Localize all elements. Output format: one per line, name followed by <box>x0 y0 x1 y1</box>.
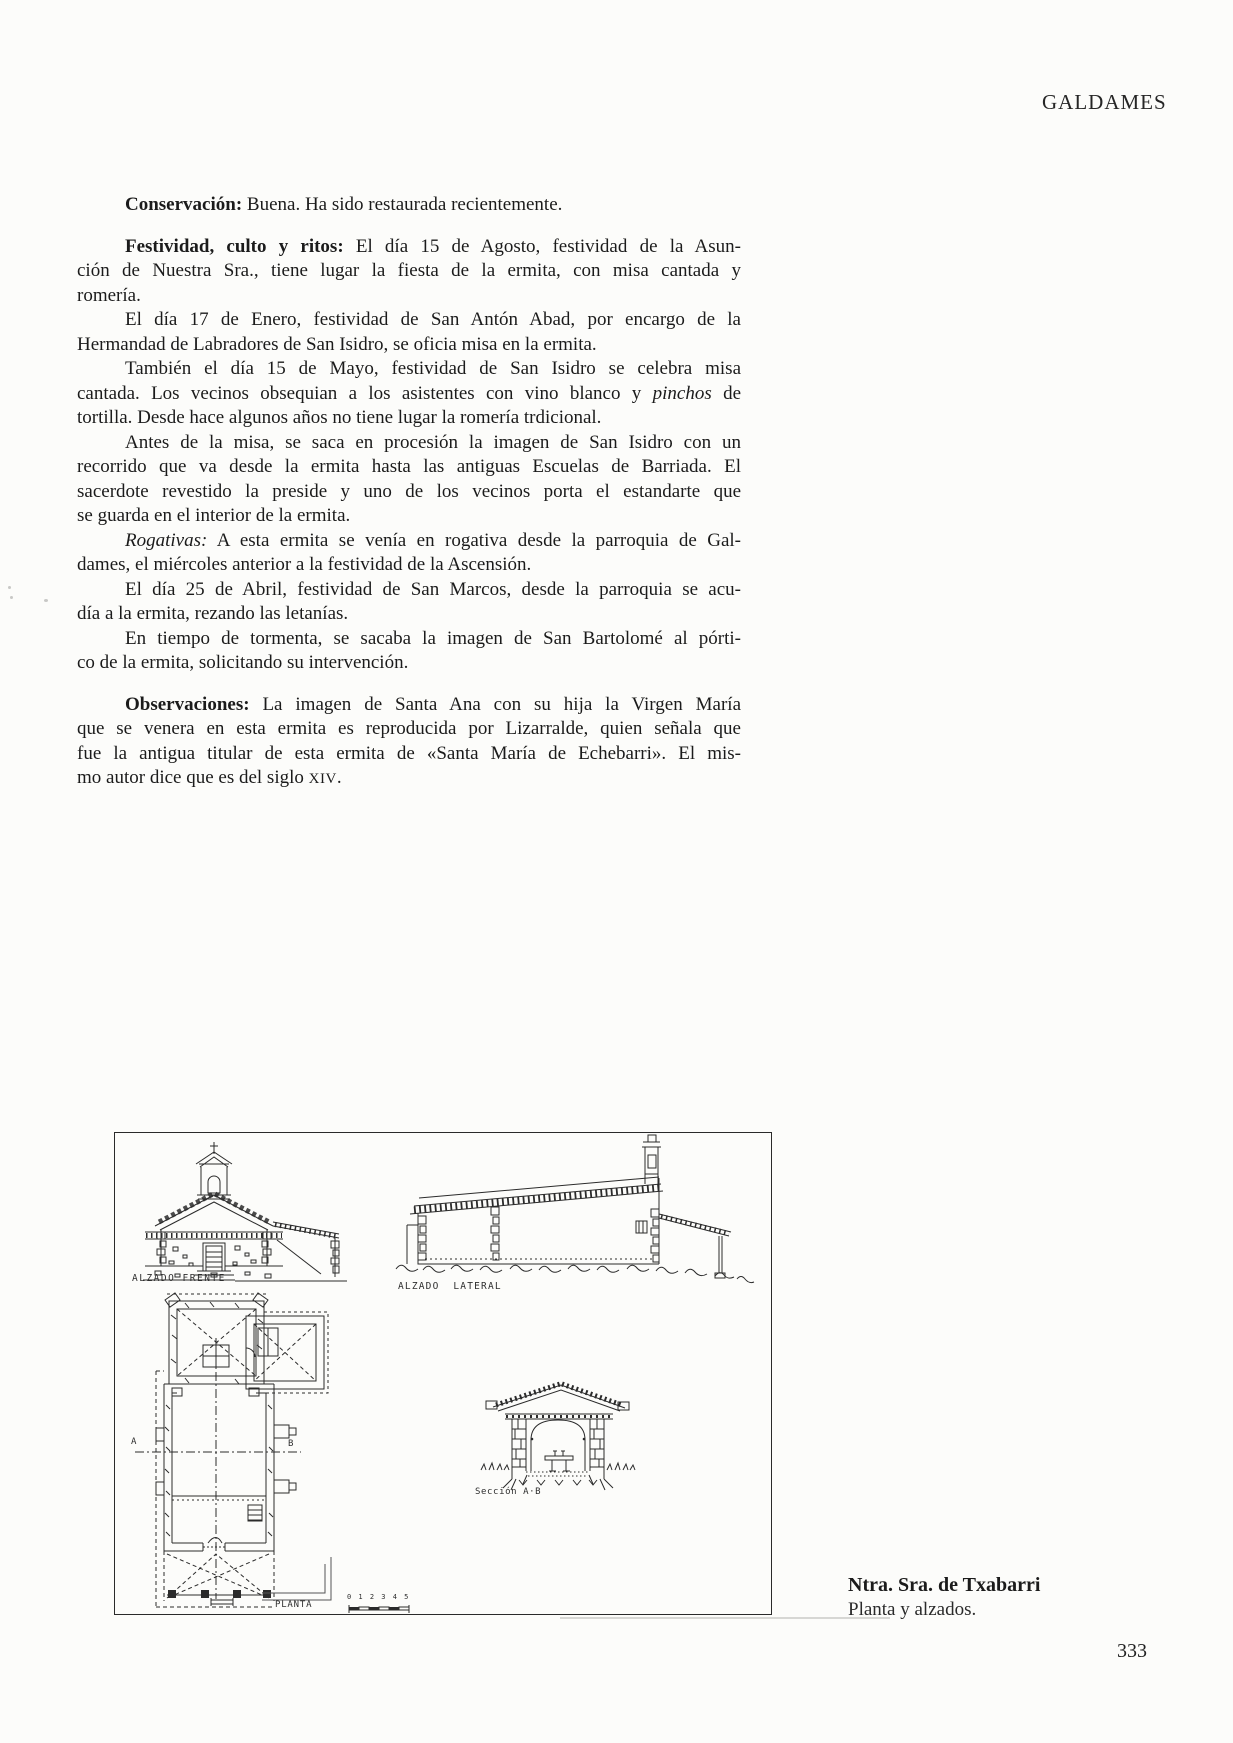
ermita-line-drawing <box>115 1133 770 1613</box>
label-scale-bar: 0 1 2 3 4 5 <box>347 1593 410 1601</box>
text-segment: El día 25 de Abril, festividad de San Marcos, desde la parroquia se acu- <box>125 578 741 600</box>
text-segment: recorrido que va desde la ermita hasta las antiguas Escuelas de Barriada. El <box>77 456 741 477</box>
paragraph <box>77 357 741 431</box>
body-text-block <box>77 193 741 792</box>
text-segment: se guarda en el interior de la ermita. <box>77 505 351 526</box>
text-segment: Observaciones: <box>125 693 250 715</box>
paragraph <box>77 308 741 357</box>
text-segment: que se venera en esta ermita es reproducida por Lizarralde, quien señala que <box>77 718 741 739</box>
text-line <box>77 602 741 627</box>
text-segment: ción de Nuestra Sra., tiene lugar la fiesta de la ermita, con misa cantada y <box>77 260 741 281</box>
text-segment: cantada. Los vecinos obsequian a los asistentes con vino blanco y <box>77 382 653 404</box>
figure-caption <box>848 1574 1040 1621</box>
text-line <box>77 308 741 333</box>
text-segment: También el día 15 de Mayo, festividad de San Isidro se celebra misa <box>125 358 741 379</box>
text-line <box>77 693 741 718</box>
caption-subtitle: Planta y alzados. <box>848 1599 977 1620</box>
label-section-marker-b: B <box>288 1439 294 1449</box>
text-segment: pinchos <box>652 382 712 404</box>
text-segment: Rogativas: <box>125 529 208 551</box>
text-line <box>77 284 741 309</box>
text-line <box>77 382 741 407</box>
text-line <box>77 259 741 284</box>
paragraph <box>77 431 741 529</box>
text-line <box>77 627 741 652</box>
text-segment: XIV <box>308 771 337 787</box>
text-line <box>77 235 741 260</box>
label-alzado-lateral: ALZADO LATERAL <box>398 1281 502 1292</box>
paragraph <box>77 193 741 218</box>
text-line <box>77 529 741 554</box>
text-segment: En tiempo de tormenta, se sacaba la imagen de San Bartolomé al pórti- <box>125 627 741 649</box>
figure-architectural-drawings <box>114 1132 772 1615</box>
label-seccion-ab: Sección A·B <box>475 1487 542 1497</box>
side-elevation-drawing <box>396 1135 754 1283</box>
label-alzado-frente: ALZADO FRENTE <box>132 1273 226 1284</box>
text-line <box>77 431 741 456</box>
scan-artifact-dot <box>8 586 11 589</box>
paragraph <box>77 529 741 578</box>
text-line <box>77 651 741 676</box>
text-line <box>77 406 741 431</box>
front-elevation-drawing <box>143 1142 347 1281</box>
scan-streak <box>560 1617 890 1619</box>
text-segment: Antes de la misa, se saca en procesión la imagen de San Isidro con un <box>125 431 741 453</box>
text-segment: fue la antigua titular de esta ermita de «Santa María de Echebarri». El mis- <box>77 742 741 764</box>
text-segment: A esta ermita se venía en rogativa desde la parroquia de Gal- <box>207 529 741 551</box>
text-line <box>77 333 741 358</box>
cross-section-drawing <box>481 1384 635 1490</box>
caption-title: Ntra. Sra. de Txabarri <box>848 1574 1041 1596</box>
text-line <box>77 480 741 505</box>
page-number: 333 <box>1117 1640 1147 1662</box>
text-segment: . <box>336 767 342 788</box>
text-segment: Festividad, culto y ritos: <box>125 235 344 257</box>
text-line <box>77 578 741 603</box>
text-segment: dames, el miércoles anterior a la festividad de la Ascensión. <box>77 554 532 575</box>
text-segment: día a la ermita, rezando las letanías. <box>77 603 349 624</box>
text-segment: co de la ermita, solicitando su intervención. <box>77 652 409 673</box>
text-line <box>77 553 741 578</box>
floor-plan-drawing <box>135 1293 409 1613</box>
scan-artifact-dot <box>10 596 13 599</box>
label-section-marker-a: A <box>131 1437 137 1447</box>
text-line <box>77 717 741 742</box>
scan-artifact-dot <box>44 599 48 602</box>
text-segment: El día 15 de Agosto, festividad de la Asun- <box>343 235 741 257</box>
text-segment: sacerdote revestido la preside y uno de los vecinos porta el estandarte que <box>77 480 741 502</box>
running-header: GALDAMES <box>1042 90 1167 114</box>
paragraph <box>77 578 741 627</box>
label-planta: PLANTA <box>275 1600 313 1610</box>
text-segment: romería. <box>77 284 141 306</box>
text-segment: Buena. Ha sido restaurada recientemente. <box>242 194 563 215</box>
text-segment: tortilla. Desde hace algunos años no tiene lugar la romería trdicional. <box>77 407 602 428</box>
text-line <box>77 742 741 767</box>
paragraph <box>77 693 741 792</box>
text-segment: Hermandad de Labradores de San Isidro, se oficia misa en la ermita. <box>77 333 597 355</box>
text-segment: La imagen de Santa Ana con su hija la Virgen María <box>249 693 741 715</box>
text-line <box>77 766 741 792</box>
text-segment: Conservación: <box>125 194 243 215</box>
text-line <box>77 357 741 382</box>
text-segment: de <box>711 382 742 404</box>
text-segment: El día 17 de Enero, festividad de San Antón Abad, por encargo de la <box>125 309 741 330</box>
text-line <box>77 193 741 218</box>
paragraph <box>77 627 741 676</box>
paragraph <box>77 235 741 309</box>
text-line <box>77 455 741 480</box>
text-segment: mo autor dice que es del siglo <box>77 767 309 788</box>
text-line <box>77 504 741 529</box>
